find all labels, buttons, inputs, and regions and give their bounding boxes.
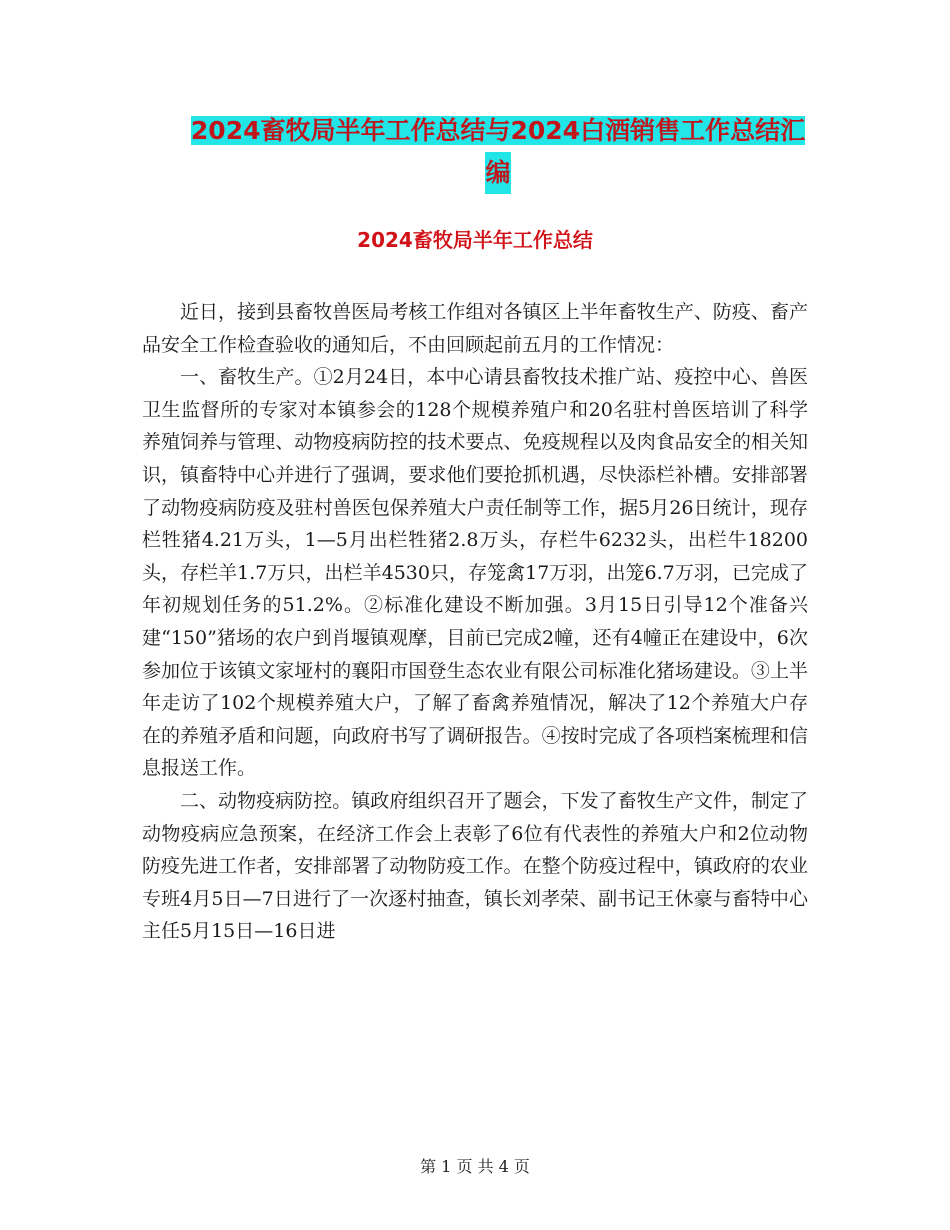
document-title-line1: 2024畜牧局半年工作总结与2024白酒销售工作总结汇 xyxy=(190,116,806,145)
paragraph-intro: 近日，接到县畜牧兽医局考核工作组对各镇区上半年畜牧生产、防疫、畜产品安全工作检查验收的通知后，不由回顾起前五月的工作情况： xyxy=(142,301,808,356)
document-title-line2: 编 xyxy=(485,152,510,194)
document-title xyxy=(186,110,810,194)
section-title: 2024畜牧局半年工作总结 xyxy=(357,228,593,252)
page-footer: 第 1 页 共 4 页 xyxy=(420,1157,530,1176)
paragraph-livestock-production: 一、畜牧生产。①2月24日，本中心请县畜牧技术推广站、疫控中心、兽医卫生监督所的专家对本镇参会的128个规模养殖户和20名驻村兽医培训了科学养殖饲养与管理、动物疫病防控的技术要点、免疫规程以及肉食品安全的相关知识，镇畜特中心并进行了强调，要求他们要抢抓机遇，尽快添栏补槽。安排部署了动物疫病防疫及驻村兽医包保养殖大户责任制等工作，据5月26日统计，现存栏牲猪4.21万头，1—5月出栏牲猪2.8万头，存栏牛6232头，出栏牛18200头，存栏羊1.7万只，出栏羊4530只，存笼禽17万羽，出笼6.7万羽，已完成了年初规划任务的51.2%。②标准化建设不断加强。3月15日引导12个准备兴建“150”猪场的农户到肖堰镇观摩，目前已完成2幢，还有4幢正在建设中，6次参加位于该镇文家垭村的襄阳市国登生态农业有限公司标准化猪场建设。③上半年走访了102个规模养殖大户，了解了畜禽养殖情况，解决了12个养殖大户存在的养殖矛盾和问题，向政府书写了调研报告。④按时完成了各项档案梳理和信息报送工作。 xyxy=(142,366,808,780)
body-text xyxy=(142,296,808,948)
paragraph-disease-control: 二、动物疫病防控。镇政府组织召开了题会，下发了畜牧生产文件，制定了动物疫病应急预案，在经济工作会上表彰了6位有代表性的养殖大户和2位动物防疫先进工作者，安排部署了动物防疫工作。在整个防疫过程中，镇政府的农业专班4月5日—7日进行了一次逐村抽查，镇长刘孝荣、副书记王休豪与畜特中心主任5月15日—16日进 xyxy=(142,789,808,943)
